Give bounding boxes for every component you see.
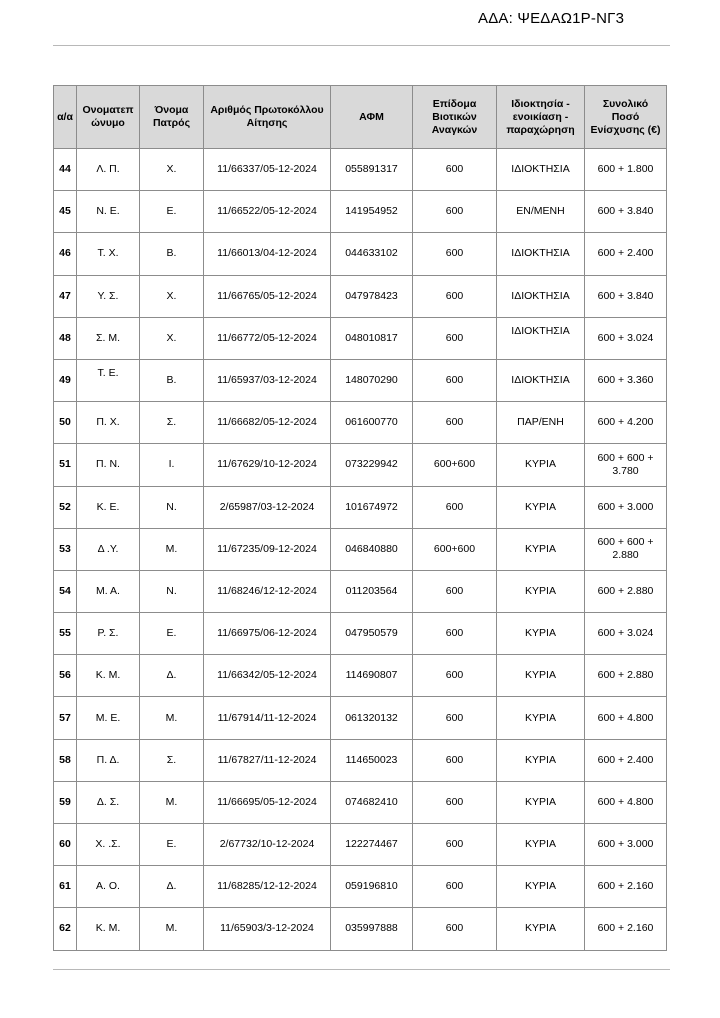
footer-divider — [53, 969, 670, 970]
cell-aa: 56 — [54, 655, 77, 697]
cell-aa: 45 — [54, 191, 77, 233]
table-row — [54, 275, 667, 317]
cell-allowance: 600 — [413, 570, 497, 612]
cell-afm: 055891317 — [331, 149, 413, 191]
cell-protocol: 2/67732/10-12-2024 — [204, 824, 331, 866]
cell-total: 600 + 3.000 — [585, 486, 667, 528]
cell-afm: 074682410 — [331, 781, 413, 823]
cell-ownership: ΚΥΡΙΑ — [497, 613, 585, 655]
cell-total: 600 + 2.880 — [585, 655, 667, 697]
cell-allowance: 600 — [413, 824, 497, 866]
cell-total: 600 + 1.800 — [585, 149, 667, 191]
cell-father: Β. — [140, 359, 204, 401]
cell-afm: 046840880 — [331, 528, 413, 570]
cell-protocol: 11/66765/05-12-2024 — [204, 275, 331, 317]
cell-allowance: 600 — [413, 233, 497, 275]
cell-aa: 44 — [54, 149, 77, 191]
ada-code: ΑΔΑ: ΨΕΔΑΩ1Ρ-ΝΓ3 — [478, 10, 625, 27]
table-row — [54, 191, 667, 233]
cell-total: 600 + 4.200 — [585, 402, 667, 444]
cell-total: 600 + 3.000 — [585, 824, 667, 866]
cell-protocol: 11/66342/05-12-2024 — [204, 655, 331, 697]
cell-total: 600 + 3.840 — [585, 191, 667, 233]
cell-protocol: 11/67235/09-12-2024 — [204, 528, 331, 570]
cell-total: 600 + 3.360 — [585, 359, 667, 401]
cell-father: Μ. — [140, 908, 204, 950]
cell-allowance: 600 — [413, 908, 497, 950]
cell-name: Κ. Μ. — [77, 655, 140, 697]
table-row — [54, 402, 667, 444]
table-row — [54, 697, 667, 739]
cell-allowance: 600 — [413, 275, 497, 317]
cell-afm: 061600770 — [331, 402, 413, 444]
cell-father: Μ. — [140, 697, 204, 739]
cell-father: Ε. — [140, 613, 204, 655]
cell-father: Δ. — [140, 866, 204, 908]
cell-ownership: ΚΥΡΙΑ — [497, 486, 585, 528]
cell-aa: 46 — [54, 233, 77, 275]
col-header-allowance: Επίδομα Βιοτικών Αναγκών — [413, 86, 497, 149]
cell-ownership: ΚΥΡΙΑ — [497, 908, 585, 950]
cell-protocol: 11/65937/03-12-2024 — [204, 359, 331, 401]
cell-total: 600 + 3.024 — [585, 613, 667, 655]
cell-allowance: 600 — [413, 191, 497, 233]
cell-allowance: 600 — [413, 697, 497, 739]
table-row — [54, 824, 667, 866]
table-row — [54, 444, 667, 486]
cell-afm: 044633102 — [331, 233, 413, 275]
cell-father: Δ. — [140, 655, 204, 697]
cell-afm: 048010817 — [331, 317, 413, 359]
cell-afm: 148070290 — [331, 359, 413, 401]
cell-total: 600 + 2.160 — [585, 866, 667, 908]
cell-father: Β. — [140, 233, 204, 275]
table-row — [54, 359, 667, 401]
cell-ownership: ΚΥΡΙΑ — [497, 444, 585, 486]
table-row — [54, 149, 667, 191]
cell-name: Τ. Χ. — [77, 233, 140, 275]
cell-total: 600 + 2.400 — [585, 233, 667, 275]
cell-allowance: 600 — [413, 402, 497, 444]
cell-allowance: 600 — [413, 613, 497, 655]
table-header-row — [54, 86, 667, 149]
cell-total: 600 + 2.880 — [585, 570, 667, 612]
cell-aa: 50 — [54, 402, 77, 444]
cell-aa: 62 — [54, 908, 77, 950]
cell-aa: 57 — [54, 697, 77, 739]
cell-father: Ν. — [140, 570, 204, 612]
col-header-total: Συνολικό Ποσό Ενίσχυσης (€) — [585, 86, 667, 149]
table-row — [54, 908, 667, 950]
cell-aa: 54 — [54, 570, 77, 612]
table-row — [54, 781, 667, 823]
cell-name: Α. Ο. — [77, 866, 140, 908]
cell-ownership: ΚΥΡΙΑ — [497, 781, 585, 823]
cell-aa: 61 — [54, 866, 77, 908]
cell-protocol: 11/66013/04-12-2024 — [204, 233, 331, 275]
cell-total: 600 + 3.840 — [585, 275, 667, 317]
cell-allowance: 600 — [413, 866, 497, 908]
cell-father: Μ. — [140, 781, 204, 823]
cell-total: 600 + 2.400 — [585, 739, 667, 781]
cell-allowance: 600 — [413, 739, 497, 781]
cell-aa: 60 — [54, 824, 77, 866]
cell-protocol: 11/66337/05-12-2024 — [204, 149, 331, 191]
cell-ownership: ΙΔΙΟΚΤΗΣΙΑ — [497, 317, 585, 359]
cell-father: Χ. — [140, 317, 204, 359]
cell-allowance: 600 — [413, 655, 497, 697]
cell-afm: 047978423 — [331, 275, 413, 317]
col-header-father: Όνομα Πατρός — [140, 86, 204, 149]
cell-father: Ν. — [140, 486, 204, 528]
cell-protocol: 11/66682/05-12-2024 — [204, 402, 331, 444]
cell-name: Π. Χ. — [77, 402, 140, 444]
cell-protocol: 11/67827/11-12-2024 — [204, 739, 331, 781]
cell-name: Μ. Ε. — [77, 697, 140, 739]
cell-father: Σ. — [140, 739, 204, 781]
col-header-protocol: Αριθμός Πρωτοκόλλου Αίτησης — [204, 86, 331, 149]
cell-name: Π. Δ. — [77, 739, 140, 781]
cell-protocol: 11/68246/12-12-2024 — [204, 570, 331, 612]
cell-father: Μ. — [140, 528, 204, 570]
cell-aa: 58 — [54, 739, 77, 781]
cell-name: Δ. Σ. — [77, 781, 140, 823]
cell-name: Μ. Α. — [77, 570, 140, 612]
table-row — [54, 528, 667, 570]
cell-afm: 073229942 — [331, 444, 413, 486]
cell-protocol: 11/65903/3-12-2024 — [204, 908, 331, 950]
cell-allowance: 600+600 — [413, 528, 497, 570]
cell-name: Ρ. Σ. — [77, 613, 140, 655]
cell-afm: 101674972 — [331, 486, 413, 528]
cell-name: Χ. .Σ. — [77, 824, 140, 866]
cell-total: 600 + 4.800 — [585, 697, 667, 739]
col-header-ownership: Ιδιοκτησία - ενοικίαση - παραχώρηση — [497, 86, 585, 149]
cell-ownership: ΚΥΡΙΑ — [497, 528, 585, 570]
cell-ownership: ΚΥΡΙΑ — [497, 655, 585, 697]
cell-allowance: 600 — [413, 486, 497, 528]
cell-total: 600 + 3.024 — [585, 317, 667, 359]
cell-total: 600 + 4.800 — [585, 781, 667, 823]
cell-protocol: 11/66772/05-12-2024 — [204, 317, 331, 359]
cell-aa: 53 — [54, 528, 77, 570]
cell-ownership: ΙΔΙΟΚΤΗΣΙΑ — [497, 233, 585, 275]
cell-father: Χ. — [140, 149, 204, 191]
cell-ownership: ΙΔΙΟΚΤΗΣΙΑ — [497, 149, 585, 191]
cell-father: Ε. — [140, 824, 204, 866]
cell-aa: 47 — [54, 275, 77, 317]
cell-aa: 59 — [54, 781, 77, 823]
cell-protocol: 11/66975/06-12-2024 — [204, 613, 331, 655]
cell-ownership: ΕΝ/ΜΕΝΗ — [497, 191, 585, 233]
cell-name: Κ. Μ. — [77, 908, 140, 950]
col-header-afm: ΑΦΜ — [331, 86, 413, 149]
beneficiaries-table — [53, 85, 667, 951]
cell-father: Ι. — [140, 444, 204, 486]
table-row — [54, 233, 667, 275]
cell-name: Κ. Ε. — [77, 486, 140, 528]
cell-afm: 059196810 — [331, 866, 413, 908]
cell-name: Τ. Ε. — [77, 359, 140, 401]
cell-protocol: 11/67629/10-12-2024 — [204, 444, 331, 486]
cell-aa: 51 — [54, 444, 77, 486]
cell-aa: 52 — [54, 486, 77, 528]
cell-name: Λ. Π. — [77, 149, 140, 191]
cell-protocol: 11/66522/05-12-2024 — [204, 191, 331, 233]
cell-name: Π. Ν. — [77, 444, 140, 486]
table-row — [54, 613, 667, 655]
cell-name: Σ. Μ. — [77, 317, 140, 359]
cell-afm: 061320132 — [331, 697, 413, 739]
cell-afm: 114690807 — [331, 655, 413, 697]
cell-name: Υ. Σ. — [77, 275, 140, 317]
cell-protocol: 11/67914/11-12-2024 — [204, 697, 331, 739]
col-header-aa: α/α — [54, 86, 77, 149]
table-row — [54, 570, 667, 612]
table-row — [54, 655, 667, 697]
cell-afm: 141954952 — [331, 191, 413, 233]
cell-aa: 49 — [54, 359, 77, 401]
cell-father: Σ. — [140, 402, 204, 444]
cell-afm: 035997888 — [331, 908, 413, 950]
cell-protocol: 11/66695/05-12-2024 — [204, 781, 331, 823]
cell-allowance: 600 — [413, 149, 497, 191]
cell-afm: 122274467 — [331, 824, 413, 866]
cell-ownership: ΙΔΙΟΚΤΗΣΙΑ — [497, 359, 585, 401]
cell-ownership: ΚΥΡΙΑ — [497, 570, 585, 612]
cell-allowance: 600 — [413, 317, 497, 359]
cell-afm: 011203564 — [331, 570, 413, 612]
cell-allowance: 600 — [413, 781, 497, 823]
cell-afm: 047950579 — [331, 613, 413, 655]
cell-ownership: ΠΑΡ/ΕΝΗ — [497, 402, 585, 444]
cell-total: 600 + 600 + 3.780 — [585, 444, 667, 486]
cell-name: Ν. Ε. — [77, 191, 140, 233]
cell-total: 600 + 2.160 — [585, 908, 667, 950]
cell-allowance: 600+600 — [413, 444, 497, 486]
cell-name: Δ .Υ. — [77, 528, 140, 570]
table-row — [54, 866, 667, 908]
cell-aa: 55 — [54, 613, 77, 655]
cell-ownership: ΚΥΡΙΑ — [497, 697, 585, 739]
table-row — [54, 486, 667, 528]
cell-father: Χ. — [140, 275, 204, 317]
table-row — [54, 317, 667, 359]
cell-protocol: 11/68285/12-12-2024 — [204, 866, 331, 908]
cell-ownership: ΚΥΡΙΑ — [497, 739, 585, 781]
cell-ownership: ΙΔΙΟΚΤΗΣΙΑ — [497, 275, 585, 317]
cell-allowance: 600 — [413, 359, 497, 401]
cell-afm: 114650023 — [331, 739, 413, 781]
cell-ownership: ΚΥΡΙΑ — [497, 824, 585, 866]
cell-father: Ε. — [140, 191, 204, 233]
cell-ownership: ΚΥΡΙΑ — [497, 866, 585, 908]
cell-aa: 48 — [54, 317, 77, 359]
cell-total: 600 + 600 + 2.880 — [585, 528, 667, 570]
cell-protocol: 2/65987/03-12-2024 — [204, 486, 331, 528]
header-divider — [53, 45, 670, 46]
col-header-name: Ονοματεπ ώνυμο — [77, 86, 140, 149]
table-row — [54, 739, 667, 781]
